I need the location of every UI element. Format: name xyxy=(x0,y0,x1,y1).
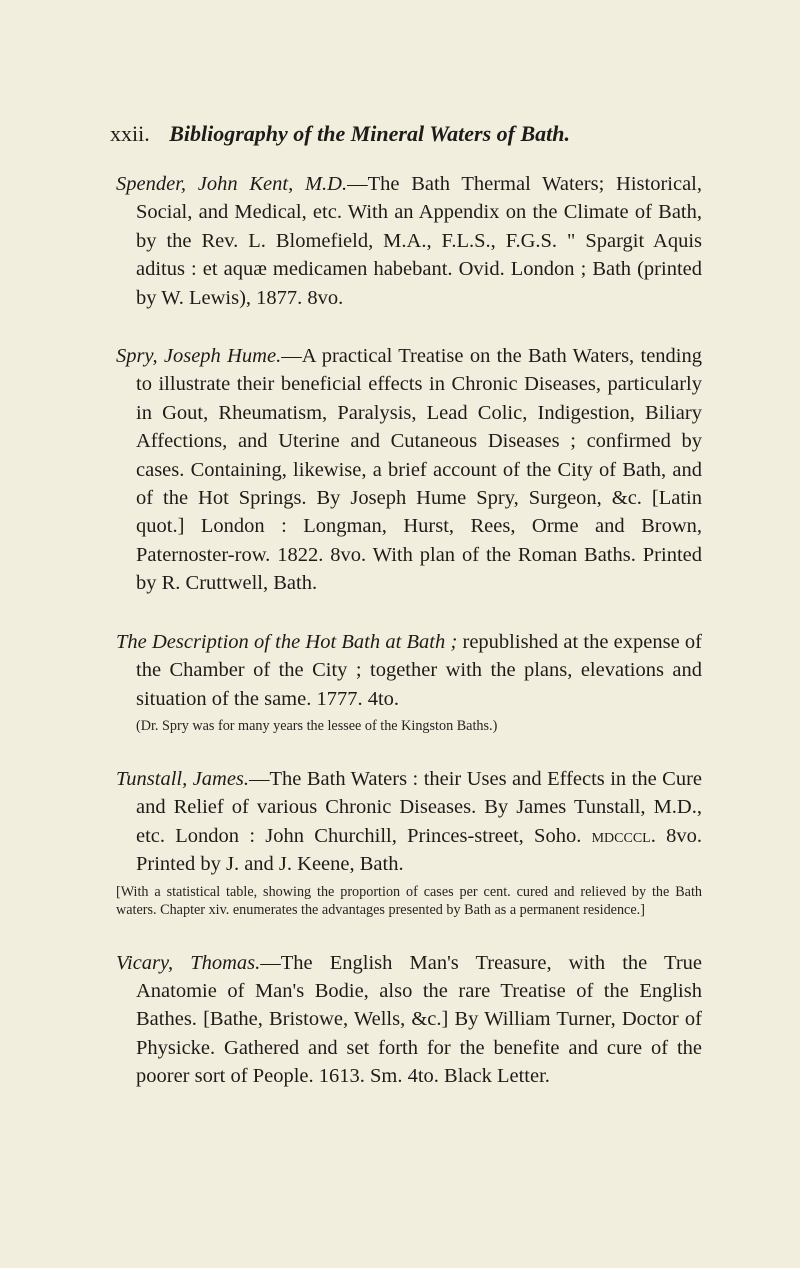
entry-author: Spender, John Kent, M.D. xyxy=(116,173,348,195)
entry-author: Tunstall, James. xyxy=(116,767,250,790)
bibliography-entry xyxy=(116,949,702,1091)
entry-title: The Description of the Hot Bath at Bath ; xyxy=(116,630,458,653)
entry-text xyxy=(116,949,702,1091)
entry-body: —The Bath Thermal Waters; Historical, Social, and Medical, etc. With an Appendix on the Climate of Bath, by the Rev. L. Blomefield, M.A., F.L.S., F.G.S. " Spargit Aquis aditus : et aquæ medicamen habebant. Ovid. London ; Bath (printed by W. Lewis), 1877. 8vo. xyxy=(136,173,702,309)
bibliography-entry xyxy=(116,765,702,919)
entry-body: —The Bath Waters : their Uses and Effects in the Cure and Relief of various Chronic Diseases. By James Tunstall, M.D., etc. London : John Churchill, Princes-street, Soho. xyxy=(136,767,702,847)
entry-body: republished at the expense of the Chamber of the City ; together with the plans, elevations and situation of the same. 1777. 4to. xyxy=(136,630,702,710)
entry-note: [With a statistical table, showing the proportion of cases per cent. cured and relieved by the Bath waters. Chapter xiv. enumerates the advantages presented by Bath as a permanent residence.] xyxy=(116,883,702,918)
entry-author: Vicary, Thomas. xyxy=(116,951,261,974)
entry-note: (Dr. Spry was for many years the lessee of the Kingston Baths.) xyxy=(136,717,498,734)
entry-text xyxy=(116,342,702,598)
entry-body: —A practical Treatise on the Bath Waters, tending to illustrate their beneficial effects in Chronic Diseases, particularly in Gout, Rheumatism, Paralysis, Lead Colic, Indigestion, Biliary Affections, and Uterine and Cutaneous Diseases ; confirmed by cases. Containing, likewise, a brief account of the City of Bath, and of the Hot Springs. By Joseph Hume Spry, Surgeon, &c. [Latin quot.] London : Longman, Hurst, Rees, Orme and Brown, Paternoster-row. 1822. 8vo. With plan of the Roman Baths. Printed by R. Cruttwell, Bath. xyxy=(136,345,702,595)
entry-text xyxy=(116,628,702,713)
running-title: Bibliography of the Mineral Waters of Bath. xyxy=(169,121,570,146)
page-number: xxii. xyxy=(110,121,150,146)
bibliography-entry xyxy=(116,170,702,312)
bibliography-entry xyxy=(116,628,702,735)
entry-author: Spry, Joseph Hume. xyxy=(116,345,282,368)
entry-text xyxy=(116,765,702,879)
bibliography-entry xyxy=(116,342,702,598)
entry-body-continued: 8vo. Printed by J. and J. Keene, Bath. xyxy=(136,824,702,876)
entry-body: —The English Man's Treasure, with the True Anatomie of Man's Bodie, also the rare Treatise of the English Bathes. [Bathe, Bristowe, Wells, &c.] By William Turner, Doctor of Physicke. Gathered and set forth for the benefite and cure of the poorer sort of People. 1613. Sm. 4to. Black Letter. xyxy=(136,951,702,1088)
entry-roman-numeral: mdcccl. xyxy=(591,824,656,847)
running-header xyxy=(110,120,570,148)
bibliography-entries xyxy=(116,170,702,1121)
entry-text xyxy=(116,170,702,312)
